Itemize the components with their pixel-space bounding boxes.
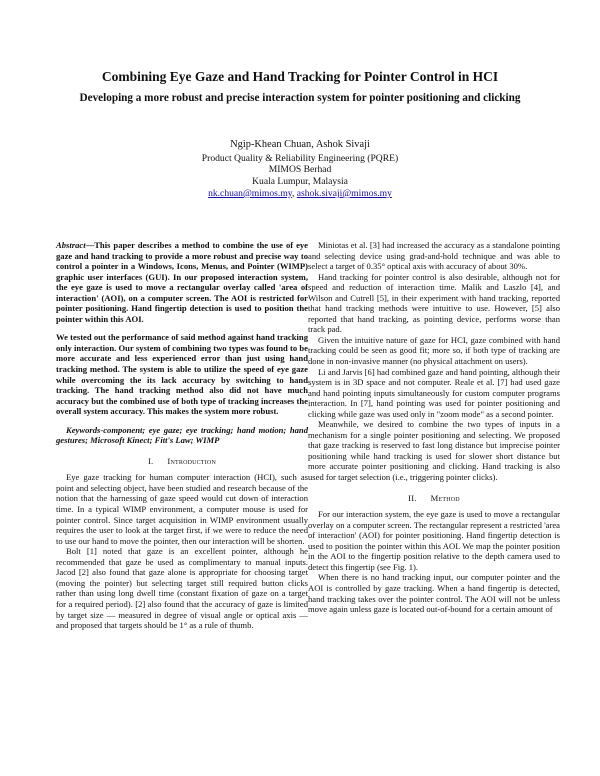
keywords: Keywords-component; eye gaze; eye tracking; hand motion; hand gestures; Microsoft Kinect; Fitt's Law; WIMP bbox=[56, 424, 308, 446]
author-department: Product Quality & Reliability Engineering (PQRE) bbox=[201, 152, 399, 164]
abstract-text-1: —This paper describes a method to combine the use of eye gaze and hand tracking to provide a more robust and precise way to control a pointer in a Windows, Icons, Menus, and Pointer (WIMP) graphic user interfaces (GUI). In our proposed interaction system, the eye gaze is used to move a rectangular overlay called 'area of interaction' (AOI), on a computer screen. The AOI is restricted for pointer positioning. Hand fingertip detection is used to position the pointer within this AOI. bbox=[56, 240, 308, 324]
abstract-paragraph-2: We tested out the performance of said method against hand tracking only interaction. Our system of combining two types was found to be more accurate and less experienced error than just using hand tracking method. The system is able to utilize the speed of eye gaze while overcoming the its lack accuracy by switching to hand tracking. The hand tracking method also did not have much accuracy but the combined use of both type of tracking increases the overall system accuracy. This makes the system more robust. bbox=[56, 332, 308, 417]
author-organization: MIMOS Berhad bbox=[268, 164, 332, 176]
abstract-paragraph-1 bbox=[56, 240, 308, 324]
right-paragraph-1: Miniotas et al. [3] had increased the accuracy as a standalone pointing and selecting device using grad-and-hold technique and was able to select a target of 0.35° optical axis with accuracy of about 30%. bbox=[308, 240, 560, 272]
right-paragraph-2: Hand tracking for pointer control is also desirable, although not for speed and reduction of interaction time. Malik and Laszlo [4], and Wilson and Cutrell [5], in their experiment with hand tracking, reported that hand tracking methods were intuitive to use. However, [5] also reported that hand tracking, as pointing device, performs worse than track pad. bbox=[308, 271, 560, 335]
section-heading-method bbox=[308, 493, 560, 504]
method-paragraph-1: For our interaction system, the eye gaze is used to move a rectangular overlay on a computer screen. The rectangular represent a restricted 'area of interaction' (AOI) for pointer positioning. Hand fingertip detection is used to position the pointer within this AOI. We map the pointer position in the AOI to the fingertip position relative to the depth camera used to detect this fingertip (see Fig. 1). bbox=[308, 509, 560, 572]
left-column bbox=[56, 240, 308, 631]
author-location: Kuala Lumpur, Malaysia bbox=[252, 176, 348, 188]
paper-subtitle: Developing a more robust and precise interaction system for pointer positioning and clicking bbox=[79, 92, 521, 104]
email-link-sivaji[interactable]: ashok.sivaji@mimos.my bbox=[296, 187, 392, 199]
email-link-chuan[interactable]: nk.chuan@mimos.my bbox=[208, 187, 292, 199]
section-number: II. bbox=[408, 492, 417, 503]
method-paragraph-2: When there is no hand tracking input, our computer pointer and the AOI is controlled by gaze tracking. When a hand fingertip is detected, hand tracking takes over the pointer control. The AOI will not be unless move again unless gaze is located out-of-bound for a certain amount of bbox=[308, 572, 560, 615]
right-paragraph-5: Meanwhile, we desired to combine the two types of inputs in a mechanism for a single pointer positioning and selecting. We proposed that gaze tracking is reserved to fast long distance but imprecise pointer positioning while hand tracking is used for slower short distance but more accurate pointer positioning and clicking. Hand tracking is also used for target selection (i.e., triggering pointer clicks). bbox=[308, 419, 560, 483]
author-names: Ngip-Khean Chuan, Ashok Sivaji bbox=[230, 139, 370, 150]
section-title: Method bbox=[430, 492, 460, 503]
paper-title: Combining Eye Gaze and Hand Tracking for Pointer Control in HCI bbox=[101, 69, 499, 84]
section-number: I. bbox=[147, 455, 154, 466]
section-title: Introduction bbox=[167, 455, 216, 466]
right-paragraph-3: Given the intuitive nature of gaze for HCI, gaze combined with hand tracking could be seen as good fit; more so, if both type of tracking are done in non-invasive manner (no physical attachment on users). bbox=[308, 334, 560, 367]
intro-paragraph-1: Eye gaze tracking for human computer interaction (HCI), such as point and selecting object, have been studied and research because of the notion that the harnessing of gaze speed would cut down of interaction time. In a typical WIMP environment, a computer mouse is used for pointer control. Since target acquisition in WIMP environment usually requires the user to look at the target first, if we were to reduce the need to use our hand to move the pointer, then our interaction will be shorten. bbox=[56, 472, 308, 546]
section-heading-introduction bbox=[56, 456, 308, 467]
email-separator: , bbox=[291, 187, 297, 199]
right-column bbox=[308, 240, 560, 615]
right-paragraph-4: Li and Jarvis [6] had combined gaze and hand pointing, although their system is in 3D space and not computer. Reale et al. [7] had used gaze and hand pointing inputs simultaneously for custom computer programs interaction. In [7], hand pointing was used for pointer positioning and clicking while gaze was used only in "zoom mode" as a second pointer. bbox=[308, 366, 560, 419]
author-emails bbox=[0, 188, 600, 200]
abstract-lead: Abstract bbox=[56, 240, 86, 250]
intro-paragraph-2: Bolt [1] noted that gaze is an excellent pointer, although he recommended that gaze be used as complimentary to manual inputs. Jacod [2] also found that gaze alone is appropriate for choosing target (moving the pointer) but selecting target still required button clicks rather than using long dwell time (constant fixation of gaze on a target for a required period). [2] also found that the accuracy of gaze is limited by target size — measured in degree of visual angle or optical axis — and proposed that targets should be 1° as a rule of thumb. bbox=[56, 546, 308, 631]
author-block bbox=[0, 139, 600, 200]
